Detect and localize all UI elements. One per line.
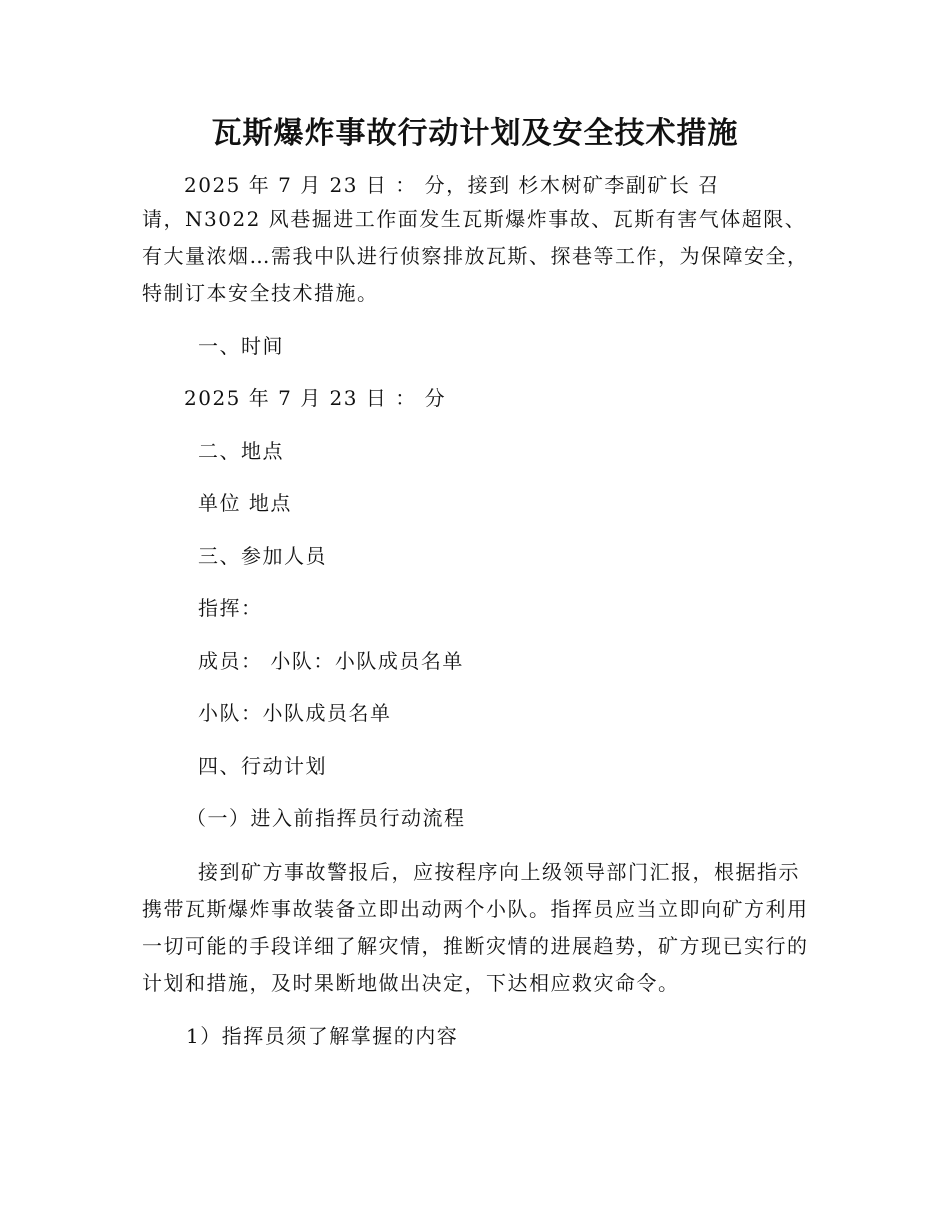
commander-label: 指挥： [198, 596, 263, 620]
section-personnel-heading: 三、参加人员 [198, 544, 327, 568]
item-heading: 1）指挥员须了解掌握的内容 [186, 1024, 459, 1048]
document-title: 瓦斯爆炸事故行动计划及安全技术措施 [211, 116, 739, 151]
section-location-heading: 二、地点 [198, 439, 284, 463]
intro-first-line: 2025 年 7 月 23 日 ： 分，接到 杉木树矿李副矿长 召 [184, 173, 720, 197]
time-value: 2025 年 7 月 23 日 ： 分 [184, 386, 447, 410]
members-line: 成员： 小队：小队成员名单 [198, 649, 464, 673]
subsection-commander-flow-heading: （一）进入前指挥员行动流程 [186, 806, 466, 830]
section-time-heading: 一、时间 [198, 334, 284, 358]
squad-line: 小队：小队成员名单 [198, 701, 392, 725]
location-value: 单位 地点 [198, 491, 292, 515]
body-paragraph: 接到矿方事故警报后，应按程序向上级领导部门汇报，根据指示携带瓦斯爆炸事故装备立即出动两个小队。指挥员应当立即向矿方利用一切可能的手段详细了解灾情，推断灾情的进展趋势，矿方现已实行的计划和措施，及时果断地做出决定，下达相应救灾命令。 [142, 860, 809, 995]
section-action-plan-heading: 四、行动计划 [198, 754, 327, 778]
intro-paragraph: 请，N3022 风巷掘进工作面发生瓦斯爆炸事故、瓦斯有害气体超限、有大量浓烟…需我中队进行侦察排放瓦斯、探巷等工作，为保障安全，特制订本安全技术措施。 [142, 207, 809, 305]
